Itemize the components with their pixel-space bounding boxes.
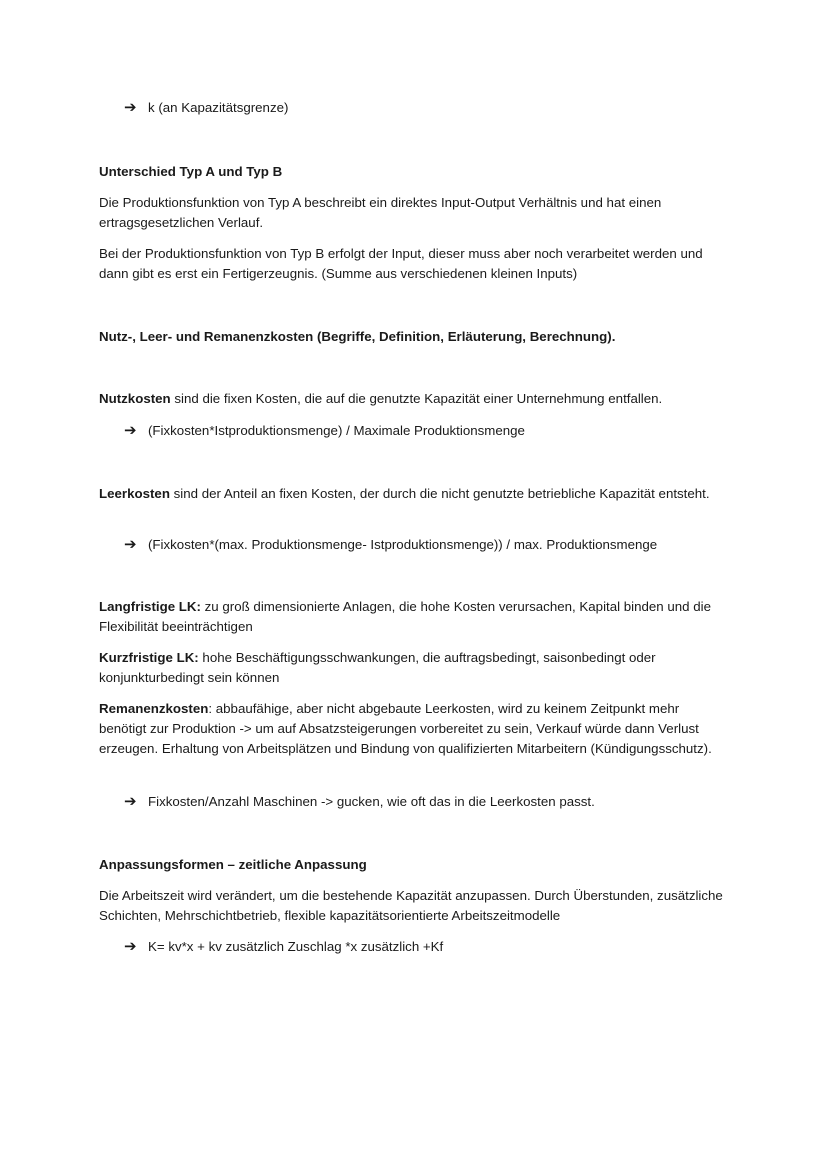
para-leerkosten xyxy=(99,484,729,504)
formula-remanenzkosten xyxy=(124,792,724,812)
term-leerkosten: Leerkosten xyxy=(99,486,170,501)
remanenzkosten-text: : abbaufähige, aber nicht abgebaute Leerkosten, wird zu keinem Zeitpunkt mehr benötigt zur Produktion -> um auf Absatzsteigerungen vorbereitet zu sein, Verkauf würde dann Verlust erzeugen. Erhaltung von Arbeitsplätzen und Bindung von qualifizierten Mitarbeitern (Kündigungsschutz). xyxy=(99,701,712,756)
para-remanenzkosten xyxy=(99,699,729,759)
heading-kosten: Nutz-, Leer- und Remanenzkosten (Begriffe, Definition, Erläuterung, Berechnung). xyxy=(99,329,616,344)
bullet-k xyxy=(124,98,724,118)
anpassung-formula-text: K= kv*x + kv zusätzlich Zuschlag *x zusätzlich +Kf xyxy=(148,939,444,954)
langfristige-lk-text: zu groß dimensionierte Anlagen, die hohe Kosten verursachen, Kapital binden und die Flexibilität beeinträchtigen xyxy=(99,599,712,634)
term-remanenzkosten: Remanenzkosten xyxy=(99,701,209,716)
arrow-icon: ➔ xyxy=(124,536,137,553)
arrow-icon: ➔ xyxy=(124,99,137,116)
remanenzkosten-formula-text: Fixkosten/Anzahl Maschinen -> gucken, wie oft das in die Leerkosten passt. xyxy=(148,794,595,809)
para-kurzfristige-lk xyxy=(99,648,729,688)
term-langfristige-lk: Langfristige LK: xyxy=(99,599,201,614)
arrow-icon: ➔ xyxy=(124,793,137,810)
leerkosten-text: sind der Anteil an fixen Kosten, der durch die nicht genutzte betriebliche Kapazität entsteht. xyxy=(169,486,710,501)
heading-anpassung: Anpassungsformen – zeitliche Anpassung xyxy=(99,857,367,872)
term-kurzfristige-lk: Kurzfristige LK: xyxy=(99,650,199,665)
kurzfristige-lk-text: hohe Beschäftigungsschwankungen, die auftragsbedingt, saisonbedingt oder konjunkturbedingt sein können xyxy=(99,650,656,685)
term-nutzkosten: Nutzkosten xyxy=(99,391,171,406)
arrow-icon: ➔ xyxy=(124,422,137,439)
arrow-icon: ➔ xyxy=(124,938,137,955)
bullet-k-text: k (an Kapazitätsgrenze) xyxy=(148,100,289,115)
formula-nutzkosten xyxy=(124,421,724,441)
para-nutzkosten xyxy=(99,389,729,409)
formula-leerkosten xyxy=(124,535,724,555)
para-typ-b: Bei der Produktionsfunktion von Typ B erfolgt der Input, dieser muss aber noch verarbeitet werden und dann gibt es erst ein Fertigerzeugnis. (Summe aus verschiedenen kleinen Inputs) xyxy=(99,246,703,281)
heading-typ-a-b: Unterschied Typ A und Typ B xyxy=(99,164,283,179)
nutzkosten-formula-text: (Fixkosten*Istproduktionsmenge) / Maximale Produktionsmenge xyxy=(148,423,525,438)
para-langfristige-lk xyxy=(99,597,729,637)
nutzkosten-text: sind die fixen Kosten, die auf die genutzte Kapazität einer Unternehmung entfallen. xyxy=(170,391,663,406)
para-typ-a: Die Produktionsfunktion von Typ A beschreibt ein direktes Input-Output Verhältnis und hat einen ertragsgesetzlichen Verlauf. xyxy=(99,195,662,230)
para-anpassung: Die Arbeitszeit wird verändert, um die bestehende Kapazität anzupassen. Durch Überstunden, zusätzliche Schichten, Mehrschichtbetrieb, flexible kapazitätsorientierte Arbeitszeitmodelle xyxy=(99,888,723,923)
formula-anpassung xyxy=(124,937,724,957)
leerkosten-formula-text: (Fixkosten*(max. Produktionsmenge- Istproduktionsmenge)) / max. Produktionsmenge xyxy=(148,537,658,552)
